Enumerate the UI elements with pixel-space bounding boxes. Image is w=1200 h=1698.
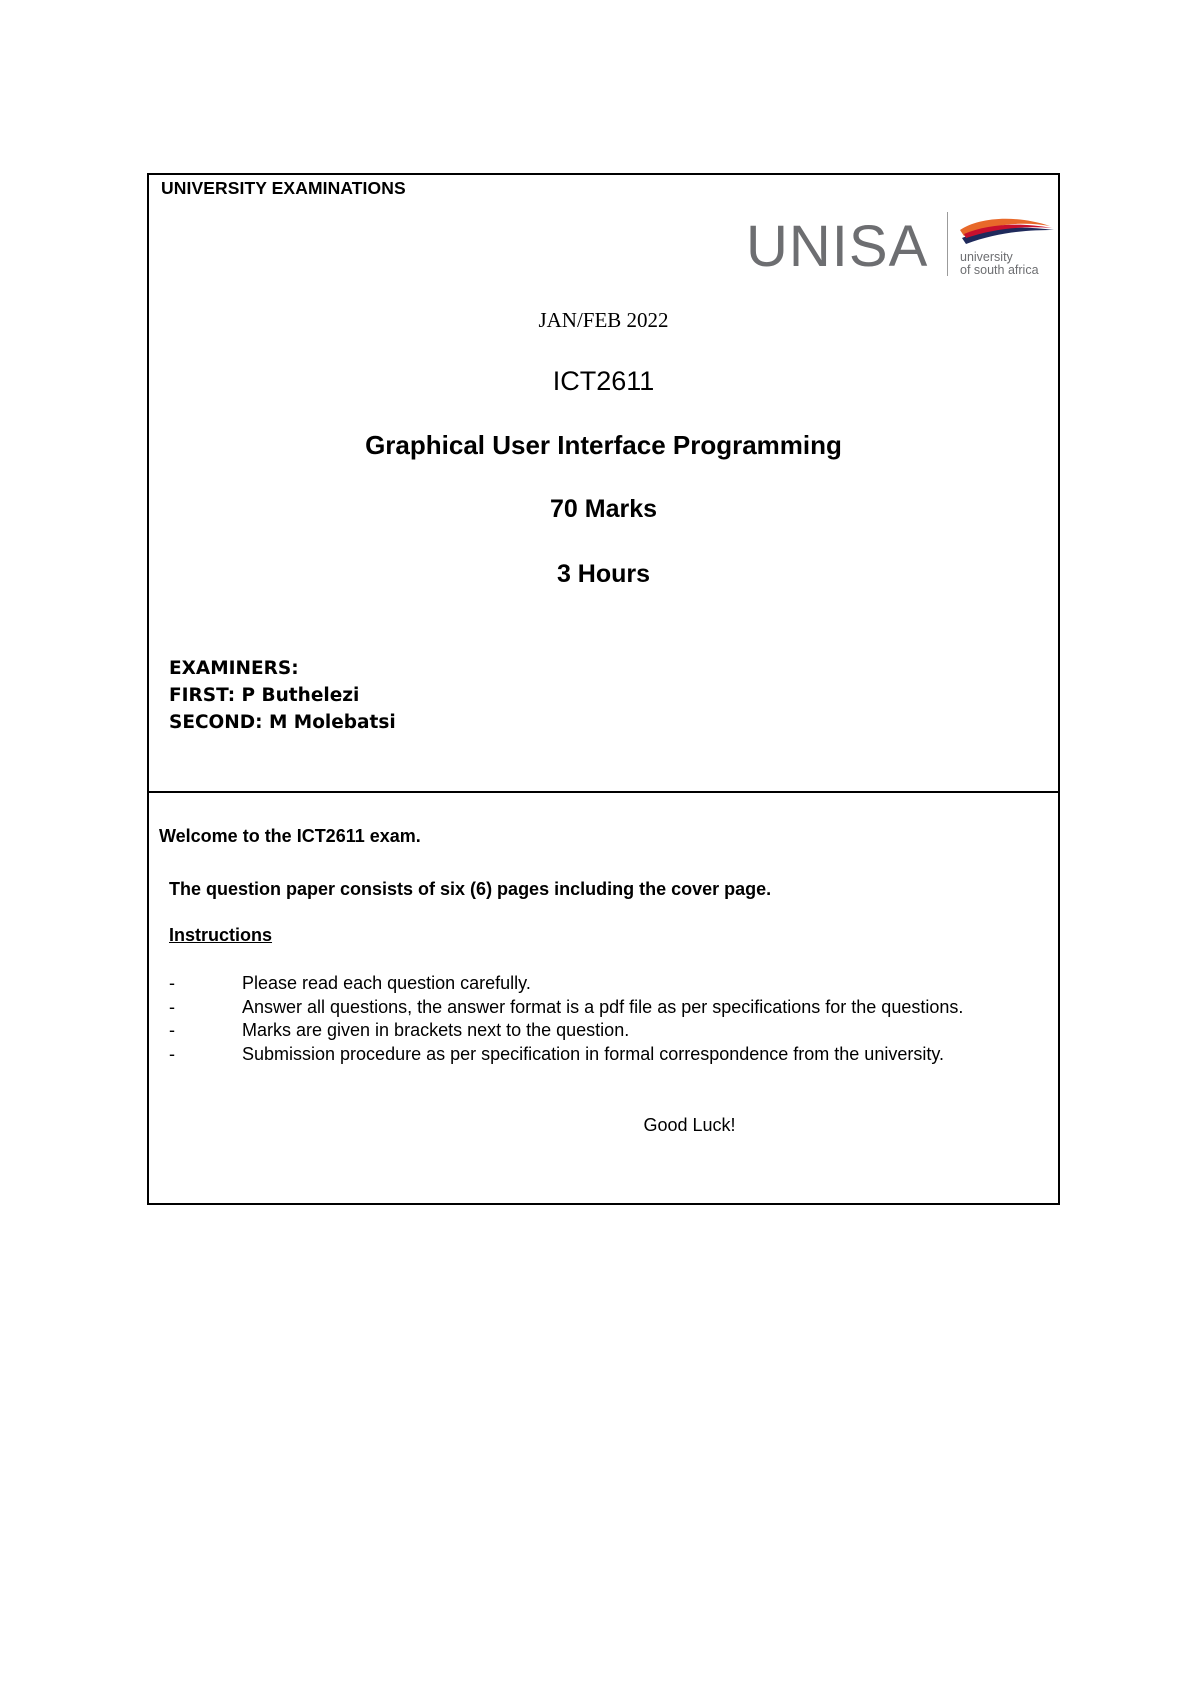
examiners-block	[169, 655, 396, 736]
instructions-list	[169, 972, 1049, 1066]
instruction-text: Marks are given in brackets next to the question.	[242, 1020, 630, 1040]
instructions-heading: Instructions	[169, 925, 273, 945]
exam-duration: 3 Hours	[556, 560, 651, 588]
examiners-heading: EXAMINERS:	[169, 658, 299, 679]
first-examiner: FIRST: P Buthelezi	[169, 685, 360, 706]
logo-tagline-line-1: university	[960, 250, 1013, 264]
logo-tagline	[960, 251, 1039, 277]
good-luck-text: Good Luck!	[643, 1115, 736, 1135]
instruction-text: Submission procedure as per specification in formal correspondence from the university.	[242, 1043, 944, 1064]
cover-box	[147, 173, 1060, 793]
university-examinations-label: UNIVERSITY EXAMINATIONS	[161, 178, 406, 198]
list-item	[169, 972, 1049, 996]
logo-divider	[947, 212, 948, 276]
page-count-text: The question paper consists of six (6) pages including the cover page.	[169, 879, 772, 899]
list-item	[169, 1019, 1049, 1043]
second-examiner: SECOND: M Molebatsi	[169, 712, 396, 733]
module-name: Graphical User Interface Programming	[365, 430, 842, 460]
instruction-text: Please read each question carefully.	[242, 973, 531, 993]
unisa-logo	[746, 212, 1046, 278]
welcome-text: Welcome to the ICT2611 exam.	[159, 826, 421, 846]
logo-wordmark: UNISA	[746, 214, 929, 279]
instruction-text: Answer all questions, the answer format is a pdf file as per specifications for the questions.	[242, 996, 964, 1017]
unisa-flame-icon	[958, 216, 1058, 250]
bullet-dash: -	[169, 1043, 175, 1064]
instructions-box	[147, 791, 1060, 1205]
list-item	[169, 1043, 1049, 1067]
list-item	[169, 996, 1049, 1020]
module-code: ICT2611	[552, 366, 655, 396]
logo-tagline-line-2: of south africa	[960, 263, 1039, 277]
exam-date: JAN/FEB 2022	[538, 308, 669, 332]
bullet-dash: -	[169, 996, 175, 1017]
bullet-dash: -	[169, 973, 175, 993]
total-marks: 70 Marks	[549, 495, 658, 523]
bullet-dash: -	[169, 1020, 175, 1040]
